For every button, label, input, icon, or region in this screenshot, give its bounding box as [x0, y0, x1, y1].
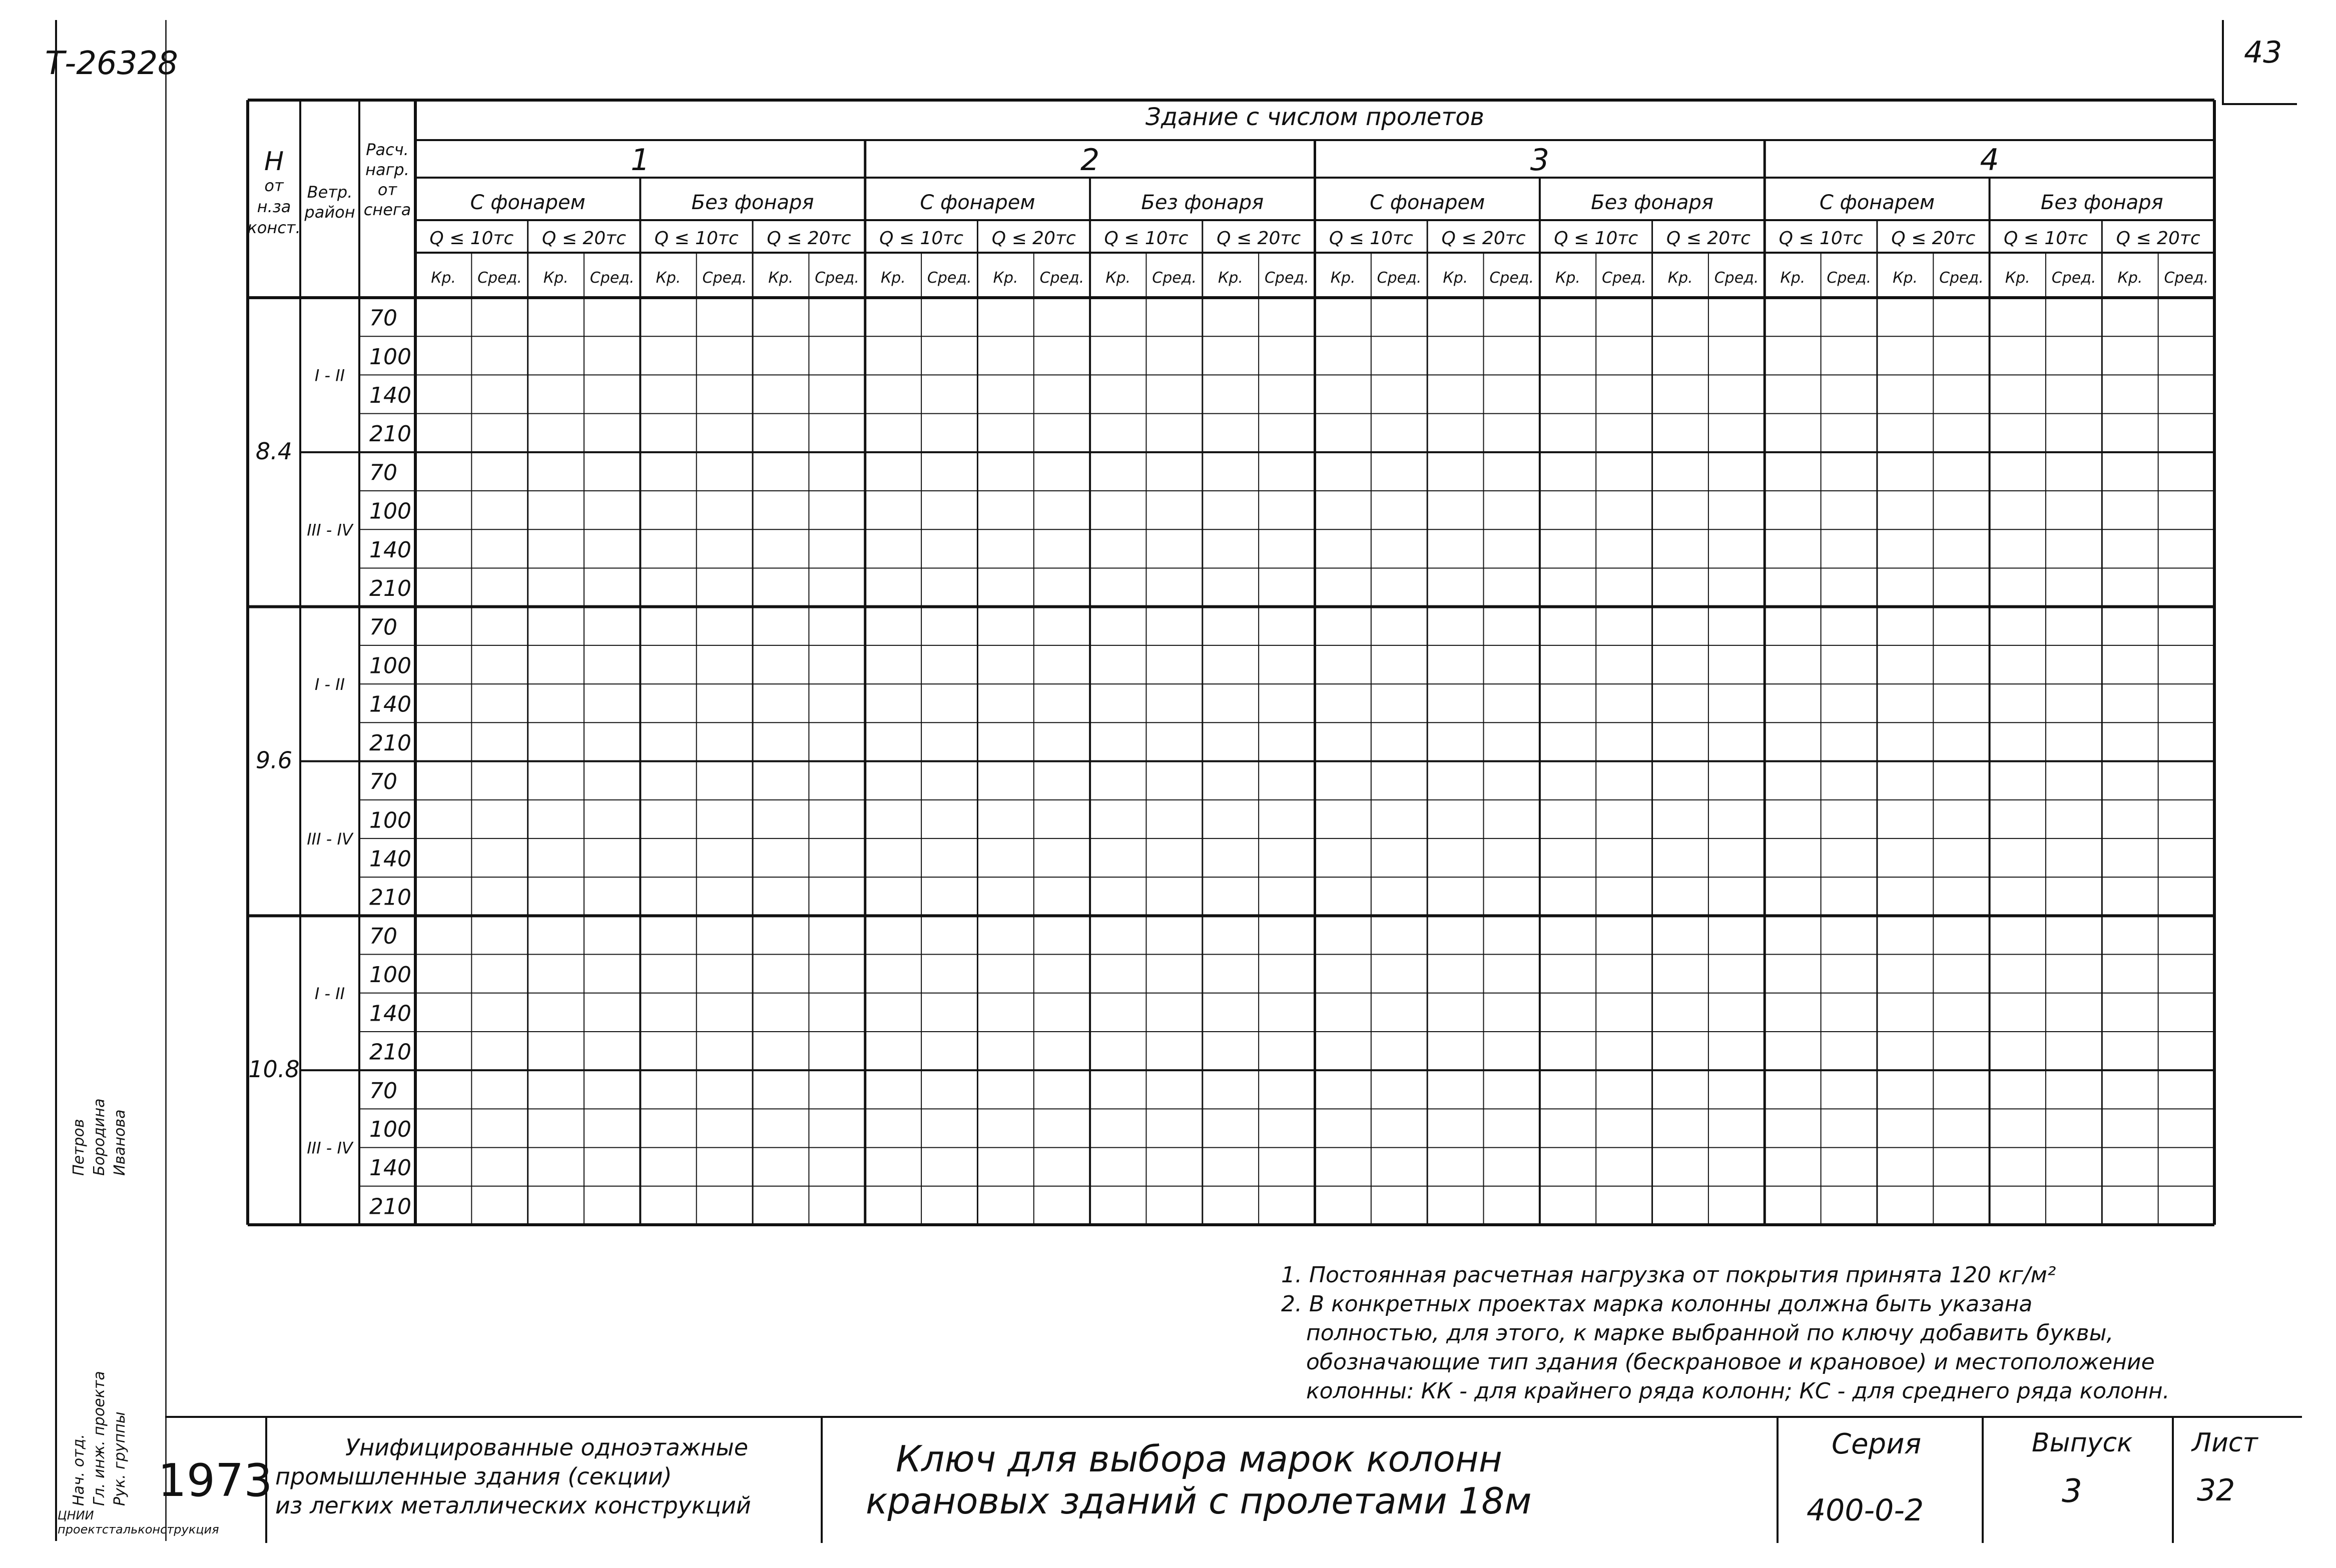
note-line: обозначающие тип здания (бескрановое и крановое) и местоположение: [1306, 1349, 2155, 1375]
crane-capacity-label: Q ≤ 20тс: [1217, 228, 1301, 249]
snow-load-value: 70: [369, 614, 397, 640]
snow-load-value: 100: [369, 1116, 411, 1142]
load-header-label: Расч.: [366, 140, 409, 159]
wind-district-label: I - II: [314, 366, 345, 385]
stamp-name: Иванова: [111, 1109, 129, 1176]
row-type-label: Сред.: [815, 269, 859, 287]
row-type-label: Сред.: [1377, 269, 1422, 287]
row-type-label: Кр.: [2005, 269, 2030, 287]
row-type-label: Сред.: [2164, 269, 2209, 287]
snow-load-value: 70: [369, 769, 397, 795]
snow-load-value: 70: [369, 305, 397, 331]
crane-capacity-label: Q ≤ 10тс: [1104, 228, 1189, 249]
snow-load-value: 100: [369, 962, 411, 988]
crane-capacity-label: Q ≤ 20тс: [2116, 228, 2200, 249]
wind-district-label: III - IV: [307, 1138, 353, 1158]
snow-load-value: 140: [369, 691, 411, 717]
h-header-label: н.за: [257, 197, 291, 216]
row-type-label: Сред.: [1264, 269, 1309, 287]
row-type-label: Сред.: [2051, 269, 2096, 287]
crane-capacity-label: Q ≤ 10тс: [879, 228, 964, 249]
wind-header-label: Ветр.: [307, 183, 353, 202]
row-type-label: Сред.: [1489, 269, 1534, 287]
crane-capacity-label: Q ≤ 10тс: [1779, 228, 1863, 249]
snow-load-value: 210: [369, 576, 411, 602]
row-type-label: Сред.: [1939, 269, 1984, 287]
stamp-names: [70, 1011, 129, 1176]
row-type-label: Кр.: [768, 269, 794, 287]
snow-load-value: 210: [369, 1039, 411, 1065]
crane-capacity-label: Q ≤ 10тс: [429, 228, 514, 249]
row-type-label: Сред.: [1039, 269, 1084, 287]
series-label: Серия: [1832, 1428, 1922, 1460]
load-header-label: от: [377, 180, 397, 199]
snow-load-value: 140: [369, 383, 411, 409]
span-number: 2: [1080, 143, 1100, 178]
crane-capacity-label: Q ≤ 20тс: [991, 228, 1076, 249]
lantern-group-label: Без фонаря: [691, 191, 814, 214]
crane-capacity-label: Q ≤ 20тс: [767, 228, 851, 249]
wind-district-label: I - II: [314, 675, 345, 694]
row-type-label: Кр.: [1105, 269, 1131, 287]
snow-load-value: 100: [369, 344, 411, 370]
row-type-label: Кр.: [1667, 269, 1693, 287]
wind-district-label: III - IV: [307, 829, 353, 849]
divider: [1777, 1418, 1779, 1543]
title-line: крановых зданий с пролетами 18м: [866, 1480, 1532, 1522]
building-height-label: 9.6: [255, 746, 293, 774]
year-cell: 1973: [165, 1418, 267, 1543]
stamp-role: Гл. инж. проекта: [91, 1371, 108, 1506]
issue-value: 3: [2062, 1473, 2082, 1510]
row-type-label: Сред.: [702, 269, 747, 287]
row-type-label: Кр.: [431, 269, 456, 287]
org-line: из легких металлических конструкций: [275, 1492, 751, 1519]
crane-capacity-label: Q ≤ 10тс: [2003, 228, 2088, 249]
snow-load-value: 140: [369, 846, 411, 872]
wind-header-label: район: [304, 203, 355, 222]
building-height-label: 8.4: [255, 437, 293, 465]
document-code: Т-26328: [45, 45, 178, 82]
building-height-label: 10.8: [248, 1056, 300, 1083]
table-super-title: Здание с числом пролетов: [1145, 103, 1484, 131]
row-type-label: Кр.: [1218, 269, 1243, 287]
stamp-role: Нач. отд.: [70, 1434, 88, 1506]
row-type-label: Сред.: [1827, 269, 1872, 287]
title-block: [158, 1416, 2302, 1543]
span-number: 3: [1530, 143, 1549, 178]
note-line: 2. В конкретных проектах марка колонны должна быть указана: [1281, 1291, 2033, 1317]
divider: [2172, 1418, 2174, 1543]
stamp-name: Петров: [70, 1119, 88, 1176]
snow-load-value: 210: [369, 1194, 411, 1220]
row-type-label: Кр.: [2117, 269, 2143, 287]
snow-load-value: 70: [369, 1078, 397, 1104]
note-line: колонны: КК - для крайнего ряда колонн; КС - для среднего ряда колонн.: [1306, 1378, 2170, 1404]
crane-capacity-label: Q ≤ 10тс: [1329, 228, 1413, 249]
span-number: 1: [631, 143, 650, 178]
snow-load-value: 140: [369, 1001, 411, 1027]
org-line: Унифицированные одноэтажные: [345, 1434, 748, 1461]
row-type-label: Кр.: [1443, 269, 1468, 287]
page-corner-number: 43: [2244, 35, 2282, 70]
row-type-label: Сред.: [1714, 269, 1759, 287]
span-number: 4: [1980, 143, 1999, 178]
h-header-label: от: [264, 176, 284, 195]
load-header-label: снега: [363, 200, 411, 219]
approval-stamp: [70, 1291, 129, 1506]
lantern-group-label: Без фонаря: [1141, 191, 1264, 214]
snow-load-value: 70: [369, 923, 397, 949]
row-type-label: Сред.: [1602, 269, 1646, 287]
lantern-group-label: Без фонаря: [1591, 191, 1713, 214]
row-type-label: Кр.: [1780, 269, 1806, 287]
snow-load-value: 210: [369, 421, 411, 447]
snow-load-value: 210: [369, 730, 411, 756]
row-type-label: Кр.: [1893, 269, 1918, 287]
row-type-label: Кр.: [543, 269, 568, 287]
stamp-role: Рук. группы: [111, 1411, 129, 1506]
lantern-group-label: С фонарем: [470, 191, 586, 214]
sheet-label: Лист: [2192, 1428, 2258, 1458]
org-line: промышленные здания (секции): [275, 1463, 672, 1490]
h-header-label: Н: [264, 147, 284, 177]
issue-label: Выпуск: [2032, 1428, 2133, 1458]
row-type-label: Кр.: [1330, 269, 1356, 287]
snow-load-value: 140: [369, 1155, 411, 1181]
crane-capacity-label: Q ≤ 10тс: [654, 228, 739, 249]
lantern-group-label: С фонарем: [1819, 191, 1935, 214]
divider: [1982, 1418, 1984, 1543]
crane-capacity-label: Q ≤ 20тс: [1666, 228, 1750, 249]
snow-load-value: 100: [369, 498, 411, 524]
snow-load-value: 100: [369, 808, 411, 834]
row-type-label: Кр.: [880, 269, 906, 287]
row-type-label: Сред.: [477, 269, 522, 287]
h-header-label: конст.: [247, 218, 301, 237]
row-type-label: Сред.: [927, 269, 972, 287]
lantern-group-label: С фонарем: [1370, 191, 1485, 214]
snow-load-value: 100: [369, 653, 411, 679]
snow-load-value: 70: [369, 460, 397, 486]
title-line: Ключ для выбора марок колонн: [896, 1438, 1502, 1480]
row-type-label: Кр.: [656, 269, 681, 287]
stamp-name: Бородина: [91, 1098, 108, 1176]
crane-capacity-label: Q ≤ 20тс: [542, 228, 627, 249]
crane-capacity-label: Q ≤ 20тс: [1891, 228, 1976, 249]
load-header-label: нагр.: [365, 160, 409, 179]
sheet-value: 32: [2197, 1473, 2235, 1508]
notes: [1281, 1261, 2170, 1406]
lantern-group-label: С фонарем: [920, 191, 1035, 214]
note-line: 1. Постоянная расчетная нагрузка от покрытия принята 120 кг/м²: [1281, 1262, 2056, 1288]
row-type-label: Кр.: [993, 269, 1018, 287]
note-line: полностью, для этого, к марке выбранной по ключу добавить буквы,: [1306, 1320, 2114, 1346]
series-value: 400-0-2: [1807, 1493, 1924, 1528]
wind-district-label: III - IV: [307, 520, 353, 540]
drawing-title: [866, 1438, 1741, 1522]
crane-capacity-label: Q ≤ 10тс: [1554, 228, 1638, 249]
wind-district-label: I - II: [314, 984, 345, 1003]
row-type-label: Кр.: [1555, 269, 1580, 287]
row-type-label: Сред.: [590, 269, 635, 287]
row-type-label: Сред.: [1152, 269, 1197, 287]
crane-capacity-label: Q ≤ 20тс: [1441, 228, 1526, 249]
snow-load-value: 140: [369, 537, 411, 563]
snow-load-value: 210: [369, 885, 411, 911]
divider: [821, 1418, 823, 1543]
lantern-group-label: Без фонаря: [2040, 191, 2163, 214]
stamp-org: ЦНИИ проектстальконструкция: [58, 1508, 219, 1536]
